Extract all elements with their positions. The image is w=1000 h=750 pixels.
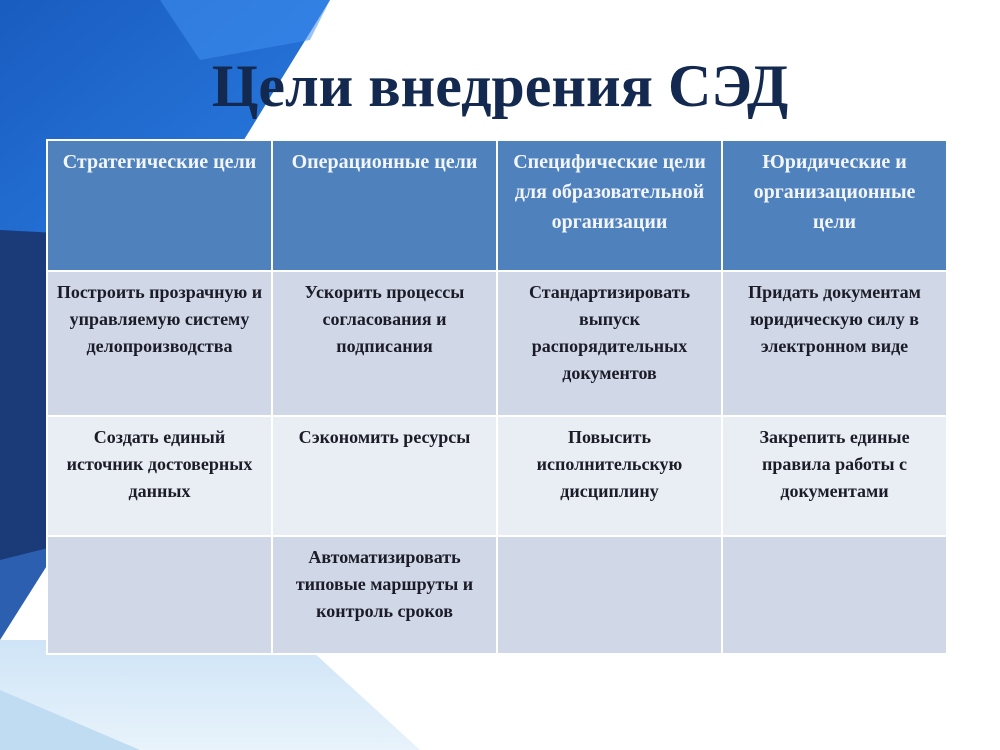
header-operational-goals: Операционные цели — [272, 140, 497, 271]
table-row — [47, 416, 947, 536]
slide-title: Цели внедрения СЭД — [211, 53, 789, 119]
table-header-row — [47, 140, 947, 271]
header-legal-goals: Юридические и организационные цели — [722, 140, 947, 271]
table-row — [47, 271, 947, 416]
table-cell: Закрепить единые правила работы с документами — [722, 416, 947, 536]
table-cell: Стандартизировать выпуск распорядительных документов — [497, 271, 722, 416]
table-cell — [722, 536, 947, 654]
goals-table — [46, 139, 948, 655]
table-cell: Создать единый источник достоверных данных — [47, 416, 272, 536]
table-cell: Придать документам юридическую силу в электронном виде — [722, 271, 947, 416]
table-cell: Автоматизировать типовые маршруты и контроль сроков — [272, 536, 497, 654]
table-row — [47, 536, 947, 654]
table-cell: Повысить исполнительскую дисциплину — [497, 416, 722, 536]
table-cell — [47, 536, 272, 654]
table-cell: Построить прозрачную и управляемую систему делопроизводства — [47, 271, 272, 416]
table-cell — [497, 536, 722, 654]
header-specific-goals: Специфические цели для образовательной организации — [497, 140, 722, 271]
table-cell: Ускорить процессы согласования и подписания — [272, 271, 497, 416]
header-strategic-goals: Стратегические цели — [47, 140, 272, 271]
table-cell: Сэкономить ресурсы — [272, 416, 497, 536]
